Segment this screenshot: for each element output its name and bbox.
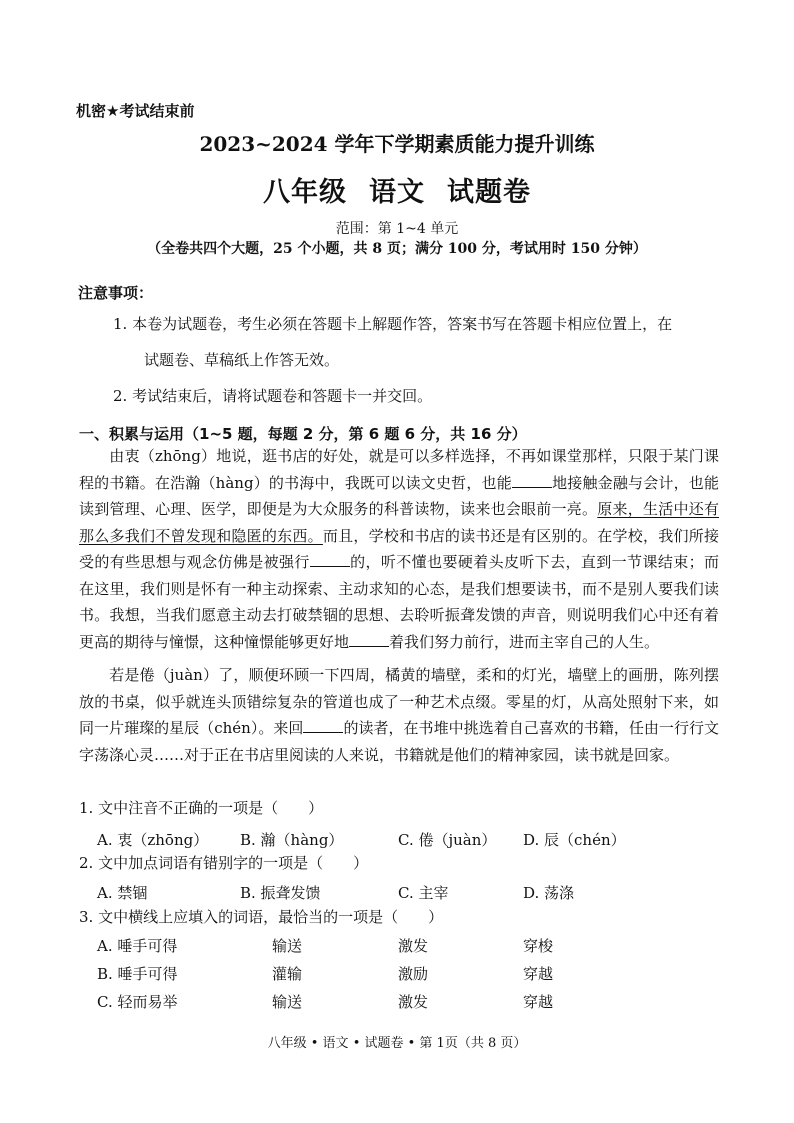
underlined-sentence: 原来，生活中还有那么多我们不曾发现和隐匿的东西。 [79,500,719,545]
grade-label: 八年级 [263,177,347,208]
notice-item-1-cont: 试题卷、草稿纸上作答无效。 [144,351,340,369]
exam-subtitle [0,170,794,209]
fill-blank [303,718,343,733]
page-footer: 八年级 • 语文 • 试题卷 • 第 1页（共 8 页） [267,1036,527,1051]
passage-text: 的，听不懂也要硬着头皮听下去，直到一节课结束；而在这里，我们则是怀有一种主动探索、主动求知的心态，是我们想要读书，而不是别人要我们读书。我想，当我们愿意主动去打破禁锢的思想、去聆听振聋发馈的声音，则说明我们心中还有着更高的期待与憧憬，这种憧憬能够更好地 [79,553,719,651]
passage-text: 由衷（zhōng）地说，逛书店的好处，就是可以多样选择，不再如课堂那样，只限于某门课程的书籍。在浩瀚（hàng）的书海中，我既可以读文史哲，也能 [79,447,719,492]
q3-row-a-word-4: 穿梭 [523,937,554,955]
passage-text: 而且，学校和书店的读书还是有区别的。在学校，我们所接受的有些思想与观念仿佛是被强行 [79,526,719,571]
q3-row-b-word-2: 灌输 [272,965,303,983]
q3-row-a-label: A. 唾手可得 [97,937,178,955]
notice-item-1: 1. 本卷为试题卷，考生必须在答题卡上解题作答，答案书写在答题卡相应位置上，在 [113,315,673,333]
q2-option-b: B. 振聋发馈 [240,884,321,902]
q3-row-c-word-2: 输送 [272,993,303,1011]
passage-paragraph-1 [79,443,719,655]
passage-text: 若是倦（juàn）了，顺便环顾一下四周，橘黄的墙壁，柔和的灯光，墙壁上的画册，陈列摆放的书桌，似乎就连头顶错综复杂的管道也成了一种艺术点缀。零星的灯，从高处照射下来，如同一片璀璨的星辰（chén）。来回 [79,666,719,737]
q1-option-a: A. 衷（zhōng） [97,831,209,849]
exam-info: （全卷共四个大题，25 个小题，共 8 页；满分 100 分，考试用时 150 分钟） [147,241,647,257]
q2-option-a: A. 禁锢 [97,884,148,902]
q2-option-d: D. 荡涤 [523,884,575,902]
fill-blank [310,552,350,567]
notice-heading: 注意事项： [78,284,154,302]
exam-title: 2023~2024 学年下学期素质能力提升训练 [199,132,595,156]
q3-row-b-word-3: 激励 [398,965,429,983]
passage-text: 着我们努力前行，进而主宰自己的人生。 [389,632,660,651]
q3-row-a-word-2: 输送 [272,937,303,955]
question-2-stem: 2. 文中加点词语有错别字的一项是（ ） [79,854,369,872]
q3-row-c-word-4: 穿越 [523,993,554,1011]
q2-option-c: C. 主宰 [398,884,449,902]
q3-row-b-label: B. 唾手可得 [97,965,178,983]
q3-row-b-word-4: 穿越 [523,965,554,983]
passage-text: 地接触金融与会计，也能读到管理、心理、医学，即便是为大众服务的科普读物，读来也会眼前一亮。 [79,473,719,518]
fill-blank [349,632,389,647]
subject-label: 语文 [369,177,425,208]
question-3-stem: 3. 文中横线上应填入的词语，最恰当的一项是（ ） [79,908,444,926]
confidential-label: 机密★考试结束前 [76,102,195,120]
q1-option-b: B. 瀚（hàng） [240,831,344,849]
passage-text: 的读者，在书堆中挑选着自己喜欢的书籍，任由一行行文字荡涤心灵……对于正在书店里阅读的人来说，书籍就是他们的精神家园，读书就是回家。 [79,719,719,764]
q3-row-a-word-3: 激发 [398,937,429,955]
q3-row-c-label: C. 轻而易举 [97,993,178,1011]
q3-row-c-word-3: 激发 [398,993,429,1011]
passage-paragraph-2 [79,662,719,768]
fill-blank [512,473,552,488]
paper-type-label: 试题卷 [447,177,531,208]
scope-text: 范围：第 1~4 单元 [335,221,459,237]
section-heading: 一、积累与运用（1~5 题，每题 2 分，第 6 题 6 分，共 16 分） [79,425,527,443]
q1-option-c: C. 倦（juàn） [398,831,497,849]
question-1-stem: 1. 文中注音不正确的一项是（ ） [79,799,324,817]
q1-option-d: D. 辰（chén） [523,831,626,849]
notice-item-2: 2. 考试结束后，请将试题卷和答题卡一并交回。 [113,387,433,405]
